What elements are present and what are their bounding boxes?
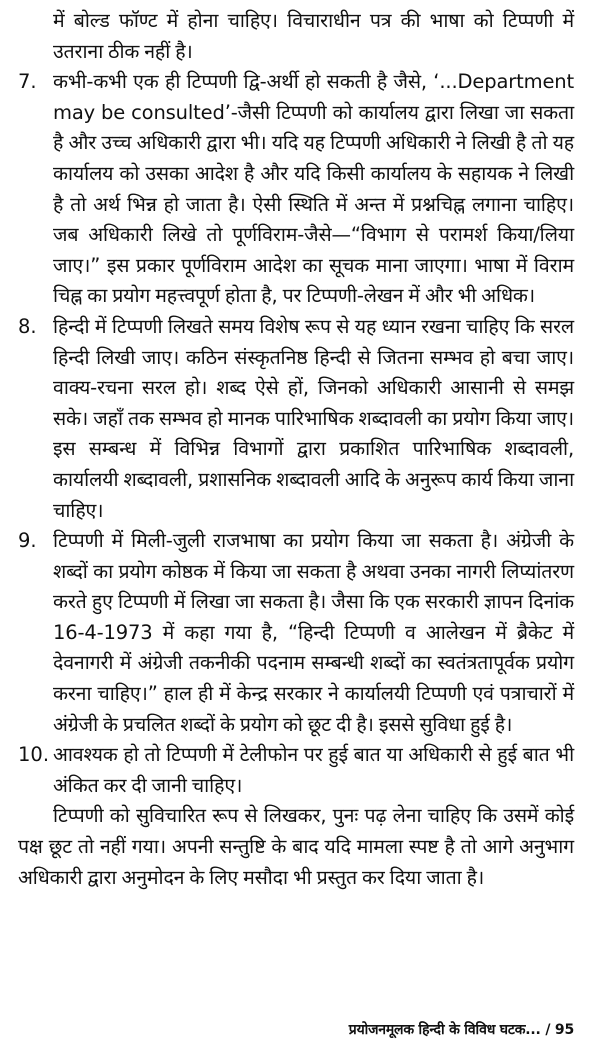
- list-item-8: [18, 312, 574, 526]
- continuation-paragraph: में बोल्ड फॉण्ट में होना चाहिए। विचाराधीन पत्र की भाषा को टिप्पणी में उतराना ठीक नहीं है।: [53, 9, 574, 63]
- list-item-9: [18, 526, 574, 740]
- item-text: आवश्यक हो तो टिप्पणी में टेलीफोन पर हुई बात या अधिकारी से हुई बात भी अंकित कर दी जानी चाहिए।: [53, 743, 574, 797]
- item-number: 10.: [18, 743, 50, 767]
- list-item-10: [18, 740, 574, 801]
- page-footer: प्रयोजनमूलक हिन्दी के विविध घटक... / 95: [348, 1022, 574, 1038]
- closing-paragraph: टिप्पणी को सुविचारित रूप से लिखकर, पुनः पढ़ लेना चाहिए कि उसमें कोई पक्ष छूट तो नहीं गया। अपनी सन्तुष्टि के बाद यदि मामला स्पष्ट है तो आगे अनुभाग अधिकारी द्वारा अनुमोदन के लिए मसौदा भी प्रस्तुत कर दिया जाता है।: [18, 804, 574, 889]
- item-number: 7.: [18, 70, 37, 94]
- item-text: हिन्दी में टिप्पणी लिखते समय विशेष रूप से यह ध्यान रखना चाहिए कि सरल हिन्दी लिखी जाए। कठिन संस्कृतनिष्ठ हिन्दी से जितना सम्भव हो बचा जाए। वाक्य-रचना सरल हो। शब्द ऐसे हों, जिनको अधिकारी आसानी से समझ सके। जहाँ तक सम्भव हो मानक पारिभाषिक शब्दावली का प्रयोग किया जाए। इस सम्बन्ध में विभिन्न विभागों द्वारा प्रकाशित पारिभाषिक शब्दावली, कार्यालयी शब्दावली, प्रशासनिक शब्दावली आदि के अनुरूप कार्य किया जाना चाहिए।: [53, 314, 574, 522]
- item-text: टिप्पणी में मिली-जुली राजभाषा का प्रयोग किया जा सकता है। अंग्रेजी के शब्दों का प्रयोग कोष्ठक में किया जा सकता है अथवा उनका नागरी लिप्यांतरण करते हुए टिप्पणी में लिखा जा सकता है। जैसा कि एक सरकारी ज्ञापन दिनांक 16-4-1973 में कहा गया है, “हिन्दी टिप्पणी व आलेखन में ब्रैकेट में देवनागरी में अंग्रेजी तकनीकी पदनाम सम्बन्धी शब्दों का स्वतंत्रतापूर्वक प्रयोग करना चाहिए।” हाल ही में केन्द्र सरकार ने कार्यालयी टिप्पणी एवं पत्राचारों में अंग्रेजी के प्रचलित शब्दों के प्रयोग को छूट दी है। इससे सुविधा हुई है।: [53, 529, 574, 736]
- list-item-7: [18, 67, 574, 312]
- item-number: 8.: [18, 314, 37, 338]
- item-text: कभी-कभी एक ही टिप्पणी द्वि-अर्थी हो सकती है जैसे, ‘...Department may be consulted’-जैसी टिप्पणी को कार्यालय द्वारा लिखा जा सकता है और उच्च अधिकारी द्वारा भी। यदि यह टिप्पणी अधिकारी ने लिखी है तो यह कार्यालय को उसका आदेश है और यदि किसी कार्यालय के सहायक ने लिखी है तो अर्थ भिन्न हो जाता है। ऐसी स्थिति में अन्त में प्रश्नचिह्न लगाना चाहिए। जब अधिकारी लिखे तो पूर्णविराम-जैसे—“विभाग से परामर्श किया/लिया जाए।” इस प्रकार पूर्णविराम आदेश का सूचक माना जाएगा। भाषा में विराम चिह्न का प्रयोग महत्त्वपूर्ण होता है, पर टिप्पणी-लेखन में और भी अधिक।: [53, 70, 574, 308]
- item-number: 9.: [18, 529, 37, 553]
